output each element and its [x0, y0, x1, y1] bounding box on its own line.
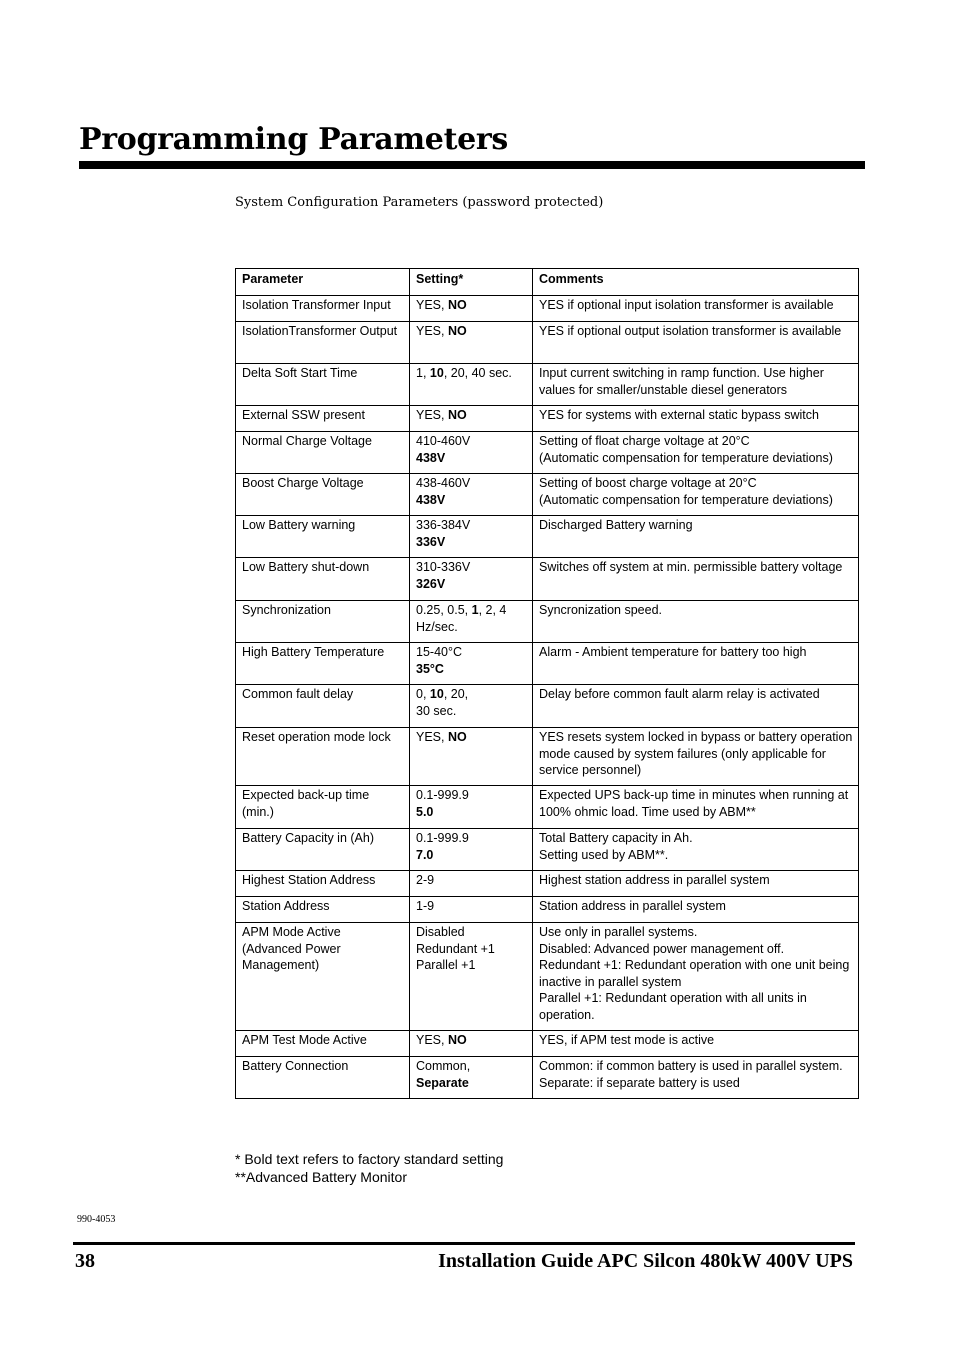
cell-setting: [410, 643, 533, 685]
comment-line: Total Battery capacity in Ah.: [539, 831, 693, 845]
cell-setting: [410, 728, 533, 786]
setting-line: [416, 804, 526, 821]
header-parameter: Parameter: [236, 269, 410, 296]
setting-line: [416, 433, 526, 450]
cell-comments: [533, 474, 859, 516]
cell-parameter: APM Test Mode Active: [236, 1031, 410, 1057]
setting-text: 1,: [416, 366, 430, 380]
title-rule: [79, 161, 865, 169]
page-number: 38: [75, 1250, 95, 1272]
table-row: [236, 322, 859, 364]
cell-setting: [410, 432, 533, 474]
setting-line: [416, 686, 526, 703]
setting-line: [416, 941, 526, 958]
setting-text: YES,: [416, 298, 448, 312]
cell-parameter: Common fault delay: [236, 685, 410, 728]
cell-setting: [410, 871, 533, 897]
footer-rule: [73, 1242, 855, 1245]
table-caption: System Configuration Parameters (password protected): [235, 195, 604, 210]
setting-text: 2-9: [416, 873, 435, 887]
cell-comments: [533, 364, 859, 406]
cell-comments: [533, 1057, 859, 1099]
cell-parameter: Battery Capacity in (Ah): [236, 829, 410, 871]
table-row: [236, 685, 859, 728]
comment-line: (Automatic compensation for temperature deviations): [539, 492, 833, 507]
setting-text: 15-40°C: [416, 645, 462, 659]
comment-line: YES for systems with external static bypass switch: [539, 408, 819, 422]
setting-default-value: Separate: [416, 1075, 469, 1090]
cell-comments: [533, 516, 859, 558]
setting-default-value: 10: [429, 366, 444, 380]
setting-line: [416, 644, 526, 661]
setting-text: , 20,: [443, 687, 469, 701]
setting-text: 0.1-999.9: [416, 788, 469, 802]
setting-text: Parallel +1: [416, 958, 476, 972]
setting-text: Disabled: [416, 925, 465, 939]
setting-line: [416, 534, 526, 551]
cell-comments: [533, 786, 859, 829]
setting-default-value: NO: [447, 298, 467, 312]
setting-line: [416, 365, 526, 382]
setting-line: [416, 898, 526, 915]
setting-default-value: 35°C: [416, 661, 444, 676]
cell-comments: [533, 897, 859, 923]
comment-line: Disabled: Advanced power management off.: [539, 941, 785, 956]
cell-comments: [533, 558, 859, 601]
setting-text: , 2, 4: [478, 603, 507, 617]
cell-parameter: APM Mode Active (Advanced Power Management): [236, 923, 410, 1031]
cell-setting: [410, 406, 533, 432]
cell-parameter: Low Battery warning: [236, 516, 410, 558]
setting-default-value: NO: [447, 324, 467, 338]
cell-setting: [410, 516, 533, 558]
comment-line: Discharged Battery warning: [539, 518, 693, 532]
cell-parameter: Highest Station Address: [236, 871, 410, 897]
comment-line: YES, if APM test mode is active: [539, 1033, 715, 1047]
setting-text: 0,: [416, 687, 430, 701]
table-row: [236, 601, 859, 643]
cell-comments: [533, 296, 859, 322]
setting-line: [416, 1075, 526, 1092]
setting-text: 336-384V: [416, 518, 471, 532]
cell-setting: [410, 685, 533, 728]
comment-line: Input current switching in ramp function. Use higher values for smaller/unstable diesel generators: [539, 366, 824, 397]
table-header-row: [236, 269, 859, 296]
setting-text: YES,: [416, 324, 448, 338]
comment-line: YES if optional output isolation transformer is available: [539, 324, 842, 338]
cell-setting: [410, 829, 533, 871]
setting-text: 0.25, 0.5,: [416, 603, 472, 617]
cell-comments: [533, 406, 859, 432]
cell-comments: [533, 601, 859, 643]
cell-comments: [533, 643, 859, 685]
comment-line: Use only in parallel systems.: [539, 925, 698, 939]
cell-setting: [410, 474, 533, 516]
setting-default-value: 5.0: [416, 804, 434, 819]
setting-line: [416, 619, 526, 636]
cell-parameter: IsolationTransformer Output: [236, 322, 410, 364]
table-row: [236, 558, 859, 601]
cell-comments: [533, 829, 859, 871]
setting-text: Hz/sec.: [416, 619, 458, 634]
cell-parameter: Battery Connection: [236, 1057, 410, 1099]
setting-line: [416, 475, 526, 492]
setting-default-value: 7.0: [416, 847, 434, 862]
setting-text: YES,: [416, 1033, 448, 1047]
setting-line: [416, 559, 526, 576]
table-row: [236, 1057, 859, 1099]
setting-line: [416, 323, 526, 340]
cell-comments: [533, 1031, 859, 1057]
setting-line: [416, 924, 526, 941]
setting-text: 410-460V: [416, 434, 471, 448]
comment-line: Setting used by ABM**.: [539, 847, 669, 862]
cell-parameter: External SSW present: [236, 406, 410, 432]
table-row: [236, 406, 859, 432]
cell-comments: [533, 923, 859, 1031]
cell-parameter: Normal Charge Voltage: [236, 432, 410, 474]
page-title: Programming Parameters: [79, 122, 509, 157]
cell-parameter: High Battery Temperature: [236, 643, 410, 685]
setting-line: [416, 661, 526, 678]
table-row: [236, 474, 859, 516]
cell-comments: [533, 871, 859, 897]
setting-text: 0.1-999.9: [416, 831, 469, 845]
setting-line: [416, 729, 526, 746]
setting-text: YES,: [416, 730, 448, 744]
comment-line: Station address in parallel system: [539, 899, 726, 913]
setting-line: [416, 517, 526, 534]
cell-setting: [410, 897, 533, 923]
setting-line: [416, 407, 526, 424]
setting-line: [416, 297, 526, 314]
footnote-abm: **Advanced Battery Monitor: [235, 1169, 407, 1185]
setting-default-value: 1: [471, 603, 479, 617]
comment-line: (Automatic compensation for temperature deviations): [539, 450, 833, 465]
setting-text: Common,: [416, 1059, 471, 1073]
cell-comments: [533, 432, 859, 474]
cell-parameter: Delta Soft Start Time: [236, 364, 410, 406]
cell-setting: [410, 322, 533, 364]
comment-line: Separate: if separate battery is used: [539, 1075, 740, 1090]
setting-line: [416, 703, 526, 720]
cell-setting: [410, 364, 533, 406]
cell-parameter: Boost Charge Voltage: [236, 474, 410, 516]
setting-default-value: NO: [447, 730, 467, 744]
comment-line: Delay before common fault alarm relay is activated: [539, 687, 820, 701]
setting-line: [416, 872, 526, 889]
setting-text: 30 sec.: [416, 703, 457, 718]
header-setting: Setting*: [410, 269, 533, 296]
cell-setting: [410, 786, 533, 829]
setting-line: [416, 847, 526, 864]
setting-default-value: 336V: [416, 534, 446, 549]
cell-parameter: Expected back-up time (min.): [236, 786, 410, 829]
cell-setting: [410, 558, 533, 601]
comment-line: Setting of boost charge voltage at 20°C: [539, 476, 757, 490]
table-row: [236, 516, 859, 558]
footnote-bold-setting: * Bold text refers to factory standard setting: [235, 1151, 504, 1167]
comment-line: Setting of float charge voltage at 20°C: [539, 434, 750, 448]
setting-line: [416, 576, 526, 593]
table-row: [236, 786, 859, 829]
header-comments: Comments: [533, 269, 859, 296]
cell-parameter: Isolation Transformer Input: [236, 296, 410, 322]
cell-setting: [410, 296, 533, 322]
setting-line: [416, 1032, 526, 1049]
setting-text: 1-9: [416, 899, 435, 913]
comment-line: Parallel +1: Redundant operation with all units in operation.: [539, 991, 807, 1022]
document-number: 990-4053: [77, 1214, 116, 1225]
cell-comments: [533, 685, 859, 728]
setting-text: , 20, 40 sec.: [443, 366, 512, 380]
cell-comments: [533, 322, 859, 364]
setting-default-value: NO: [447, 1033, 467, 1047]
setting-default-value: 326V: [416, 576, 446, 591]
table-row: [236, 897, 859, 923]
setting-line: [416, 450, 526, 467]
table-row: [236, 1031, 859, 1057]
table-row: [236, 643, 859, 685]
comment-line: Redundant +1: Redundant operation with one unit being inactive in parallel system: [539, 958, 850, 989]
table-row: [236, 296, 859, 322]
table-row: [236, 923, 859, 1031]
comment-line: YES resets system locked in bypass or battery operation mode caused by system failures (only applicable for service personnel): [539, 730, 853, 777]
comment-line: Expected UPS back-up time in minutes when running at 100% ohmic load. Time used by ABM**: [539, 788, 849, 819]
cell-parameter: Synchronization: [236, 601, 410, 643]
setting-line: [416, 602, 526, 619]
cell-setting: [410, 1057, 533, 1099]
comment-line: Syncronization speed.: [539, 603, 662, 617]
table-row: [236, 829, 859, 871]
cell-setting: [410, 1031, 533, 1057]
comment-line: Highest station address in parallel system: [539, 873, 770, 887]
cell-parameter: Reset operation mode lock: [236, 728, 410, 786]
setting-line: [416, 1058, 526, 1075]
comment-line: Switches off system at min. permissible battery voltage: [539, 560, 843, 574]
table-row: [236, 728, 859, 786]
setting-text: 438-460V: [416, 476, 471, 490]
table-body: [236, 296, 859, 1099]
setting-line: [416, 787, 526, 804]
table-row: [236, 871, 859, 897]
setting-line: [416, 492, 526, 509]
setting-line: [416, 957, 526, 974]
table-row: [236, 432, 859, 474]
setting-default-value: NO: [447, 408, 467, 422]
setting-default-value: 438V: [416, 492, 446, 507]
cell-parameter: Station Address: [236, 897, 410, 923]
cell-comments: [533, 728, 859, 786]
setting-text: Redundant +1: [416, 941, 495, 956]
cell-setting: [410, 923, 533, 1031]
cell-setting: [410, 601, 533, 643]
table-row: [236, 364, 859, 406]
comment-line: YES if optional input isolation transformer is available: [539, 298, 834, 312]
footer-title: Installation Guide APC Silcon 480kW 400V UPS: [438, 1250, 853, 1272]
comment-line: Common: if common battery is used in parallel system.: [539, 1059, 843, 1073]
setting-default-value: 438V: [416, 450, 446, 465]
parameters-table: [235, 268, 859, 1099]
setting-text: YES,: [416, 408, 448, 422]
setting-default-value: 10: [429, 687, 444, 701]
setting-text: 310-336V: [416, 560, 471, 574]
cell-parameter: Low Battery shut-down: [236, 558, 410, 601]
setting-line: [416, 830, 526, 847]
comment-line: Alarm - Ambient temperature for battery too high: [539, 645, 807, 659]
